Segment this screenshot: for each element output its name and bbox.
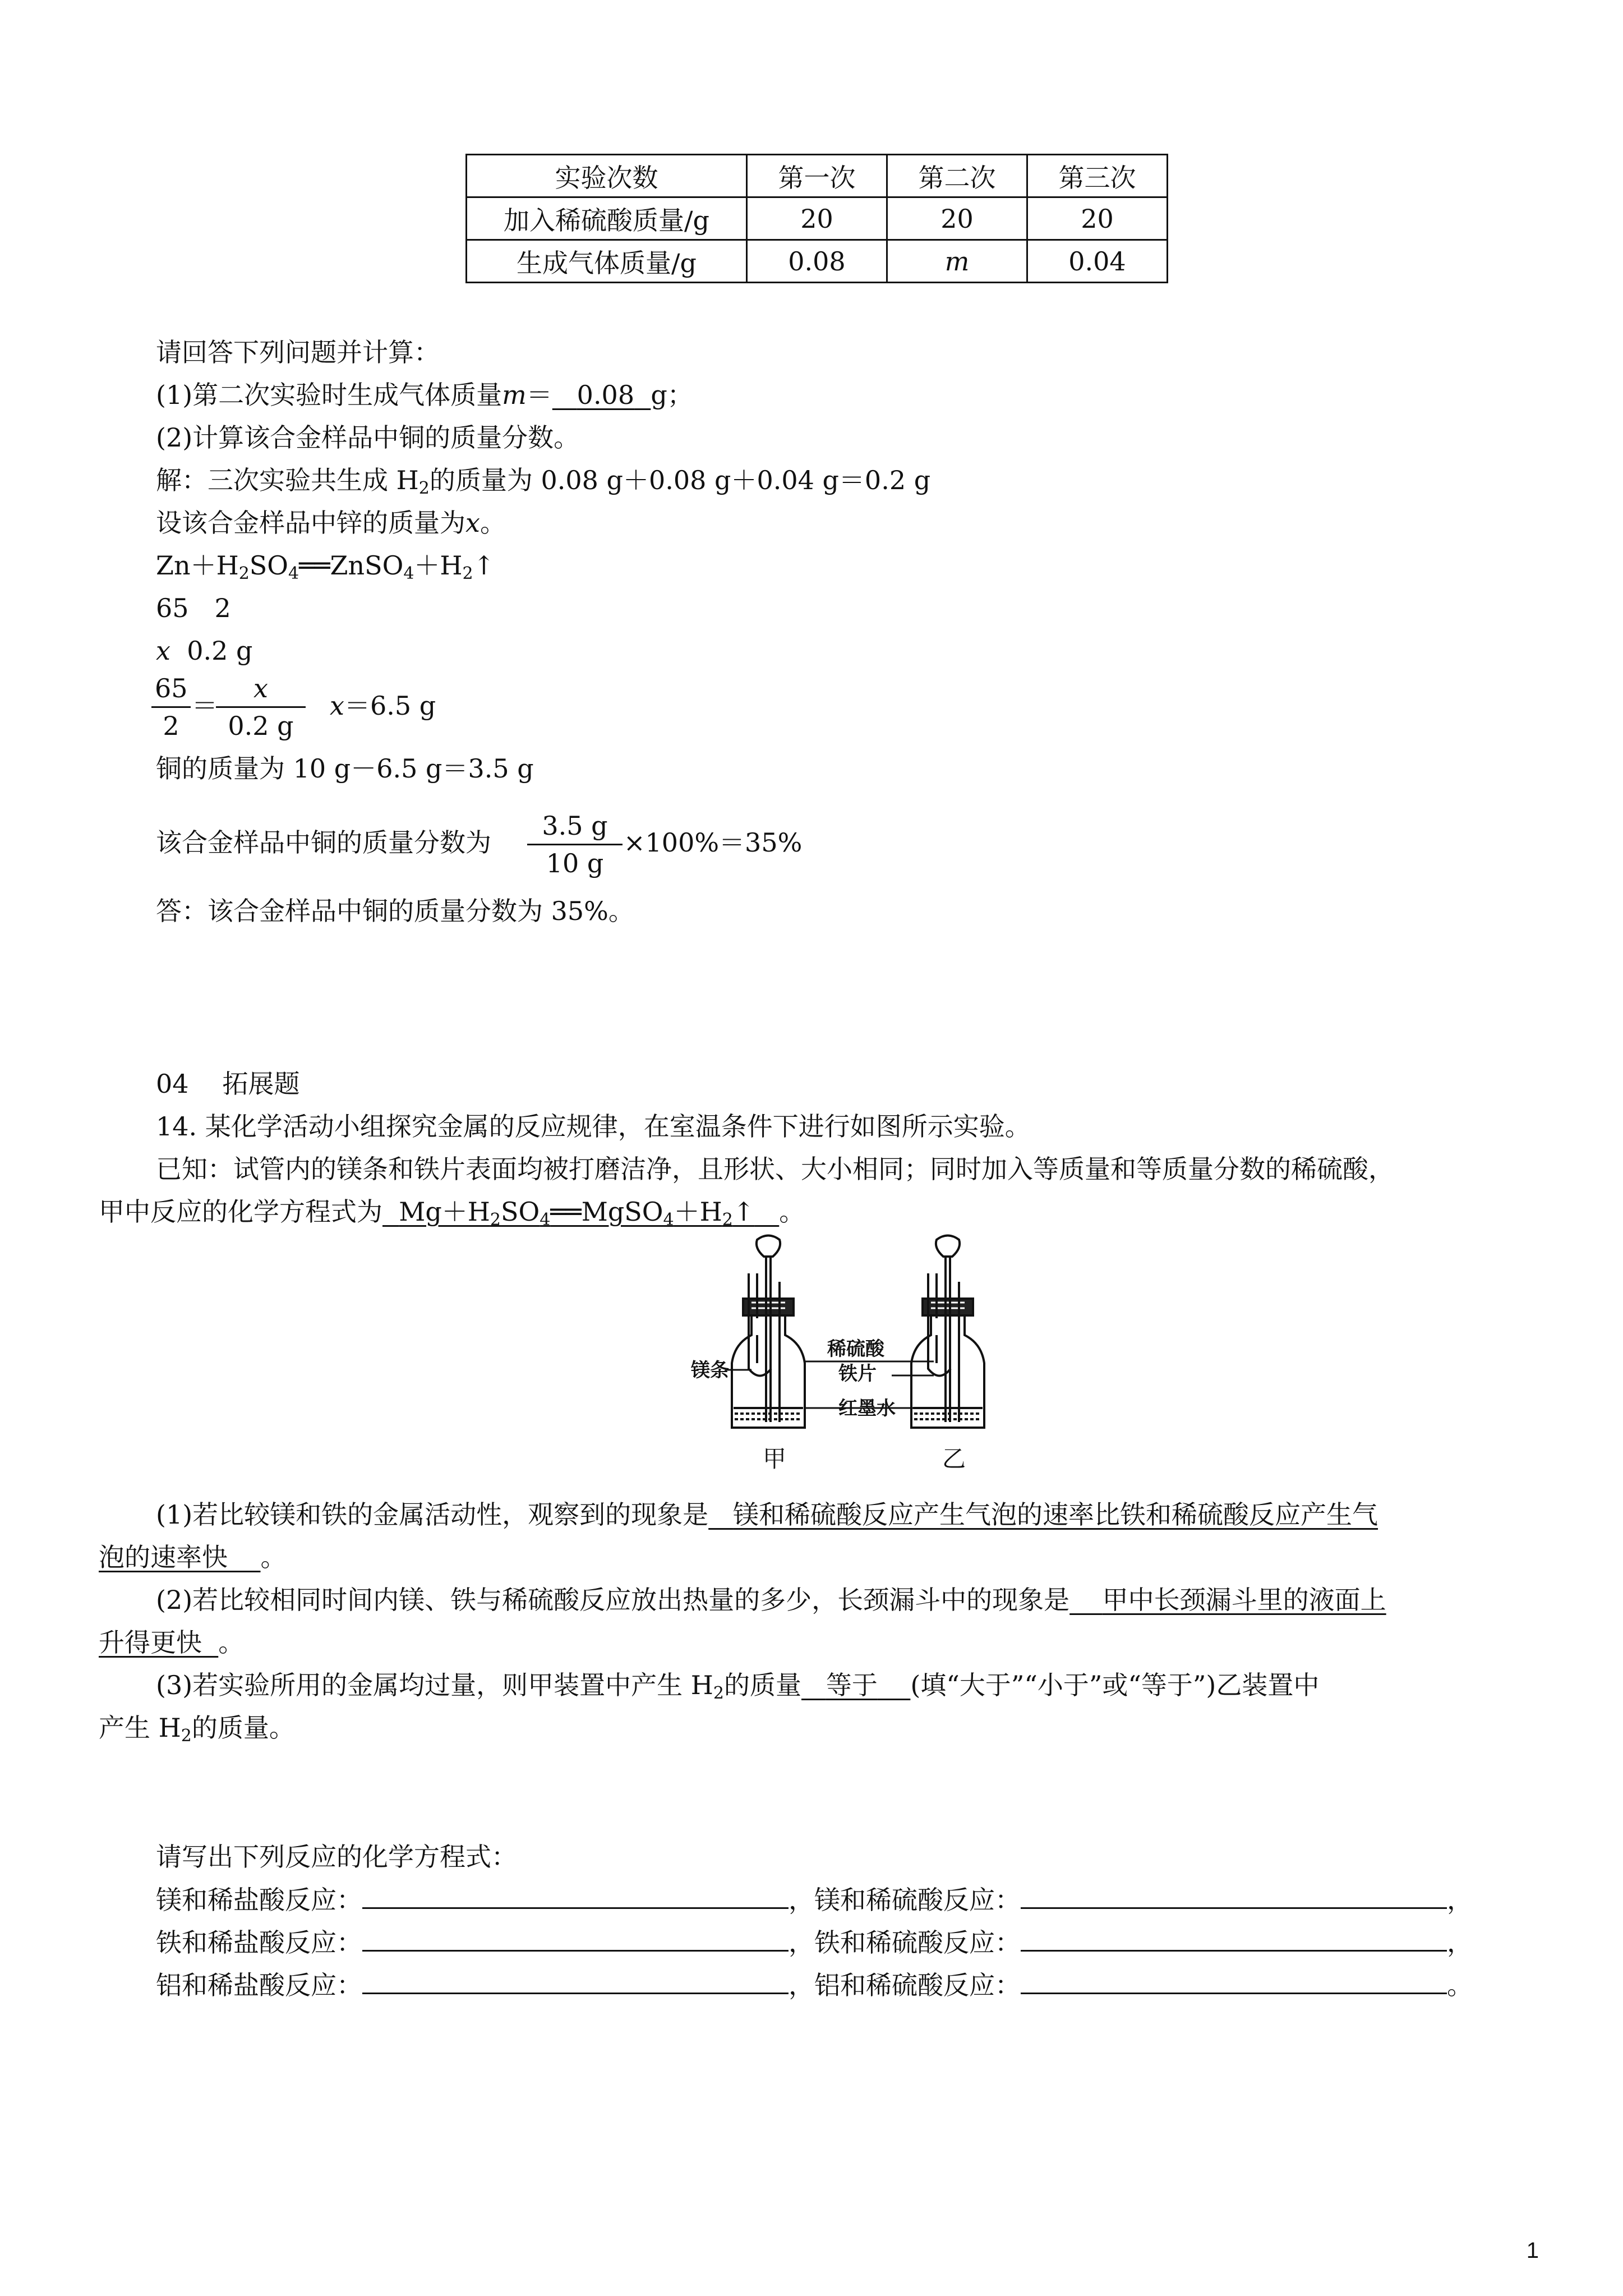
equals: ＝ [526,380,552,410]
answer-blank[interactable] [362,1968,789,1994]
table-row [467,197,1168,240]
experiment-table [465,154,1168,283]
page-number: 1 [1526,2238,1539,2263]
fraction-65-over-2: $\frac{65}{2}$ [151,670,191,744]
answer-blank[interactable] [362,1883,789,1909]
q13-answer: 答：该合金样品中铜的质量分数为 35%。 [156,896,634,926]
q13-ratio-2: x 0.2 g [156,636,253,666]
answer-blank[interactable] [1021,1968,1447,1994]
q14-equation-answer: $Mg+H_2SO_4══MgSO_4+H_2↑$ [399,1197,755,1230]
table-header-cell: 第一次 [747,155,887,197]
copper-percentage: 该合金样品中铜的质量分数为 [156,827,491,858]
q13-ratio-1: 65 2 [156,593,231,623]
q14-part1-answer: 镁和稀硫酸反应产生气泡的速率比铁和稀硫酸反应产生气 [733,1499,1378,1530]
table-cell: 生成气体质量/g [467,240,747,283]
fraction-x-over-0.2g: $\frac{x}{0.2 g}$ [216,670,306,744]
fraction-3.5-over-10: $\frac{3.5 g}{10 g}$ [527,808,623,881]
table-cell: 0.04 [1027,240,1168,283]
q14-part3: (3)若实验所用的金属均过量，则甲装置中产生 $H_2$的质量 等于 (填“大于”“小于”或“等于”)乙装置中 [156,1670,1320,1703]
table-row [467,240,1168,283]
q14-part3-answer: 等于 [826,1670,878,1700]
bottle-jia [732,1236,805,1428]
table-header-row [467,155,1168,197]
exercise-row: 镁和稀盐酸反应： ，镁和稀硫酸反应： ， [156,1883,1473,1917]
section-title: 拓展题 [222,1069,300,1099]
q14-part1-cont: 泡的速率快 。 [99,1542,287,1572]
bottle-yi [911,1236,984,1428]
q14-part2-answer: 甲中长颈漏斗里的液面上 [1102,1585,1386,1615]
section-number: 04 [156,1069,189,1099]
q13-part1 [156,378,693,412]
q13-equation: $Zn+H_2SO_4══ZnSO_4+H_2↑$ [156,550,495,583]
x-result: x＝6.5 g [330,691,436,721]
percentage-result: ×100%＝35% [624,827,803,858]
table-cell: 20 [887,197,1027,240]
answer-blank[interactable] [1021,1925,1447,1952]
table-header-cell: 实验次数 [467,155,747,197]
q13-solution-line: 解：三次实验共生成 $H_2$的质量为 0.08 g＋0.08 g＋0.04 g＝0.2 g [156,465,931,498]
label-fe: 铁片 [838,1363,877,1384]
q14-part2: (2)若比较相同时间内镁、铁与稀硫酸反应放出热量的多少，长颈漏斗中的现象是 甲中长颈漏斗里的液面上 [156,1585,1386,1615]
label-jia: 甲 [763,1445,787,1473]
q14-part3-cont: 产生 $H_2$的质量。 [99,1713,295,1746]
label-yi: 乙 [942,1445,966,1473]
table-header-cell: 第二次 [887,155,1027,197]
apparatus-figure [667,1228,1026,1487]
answer-blank[interactable] [1021,1883,1447,1909]
q13-part1-answer: 0.08 [577,380,635,410]
q13-let: 设该合金样品中锌的质量为x。 [156,508,506,538]
q14-equation-line: 甲中反应的化学方程式为 $Mg+H_2SO_4══MgSO_4+H_2↑$ 。 [99,1197,805,1230]
copper-mass: 铜的质量为 10 g－6.5 g＝3.5 g [156,753,534,784]
fraction-equals: ＝ [192,691,218,721]
q14-stem: 14. 某化学活动小组探究金属的反应规律，在室温条件下进行如图所示实验。 [156,1111,1031,1142]
table-cell: 加入稀硫酸质量/g [467,197,747,240]
q13-part2: (2)计算该合金样品中铜的质量分数。 [156,422,580,453]
exercise-row: 铁和稀盐酸反应： ，铁和稀硫酸反应： ， [156,1925,1473,1959]
var-m: m [502,380,527,410]
unit: g； [651,380,693,410]
label-mg: 镁条 [691,1360,729,1381]
table-cell: m [887,240,1027,283]
q14-part1: (1)若比较镁和铁的金属活动性，观察到的现象是 镁和稀硫酸反应产生气泡的速率比铁和稀硫酸反应产生气 [156,1499,1378,1530]
q13-prompt: 请回答下列问题并计算： [156,337,440,367]
q14-part2-cont: 升得更快 。 [99,1627,245,1658]
label-ink: 红墨水 [838,1398,896,1419]
exercise-row: 铝和稀盐酸反应： ，铝和稀硫酸反应： 。 [156,1968,1473,2002]
section-header [156,1067,300,1101]
table-cell: 20 [747,197,887,240]
q13-part1-text: (1)第二次实验时生成气体质量 [156,380,502,410]
table-cell: 20 [1027,197,1168,240]
table-cell: 0.08 [747,240,887,283]
answer-blank[interactable] [362,1925,789,1952]
label-acid: 稀硫酸 [827,1338,884,1360]
exercise-prompt: 请写出下列反应的化学方程式： [156,1842,517,1872]
q14-known: 已知：试管内的镁条和铁片表面均被打磨洁净，且形状、大小相同；同时加入等质量和等质量分数的稀硫酸， [156,1154,1394,1184]
table-header-cell: 第三次 [1027,155,1168,197]
